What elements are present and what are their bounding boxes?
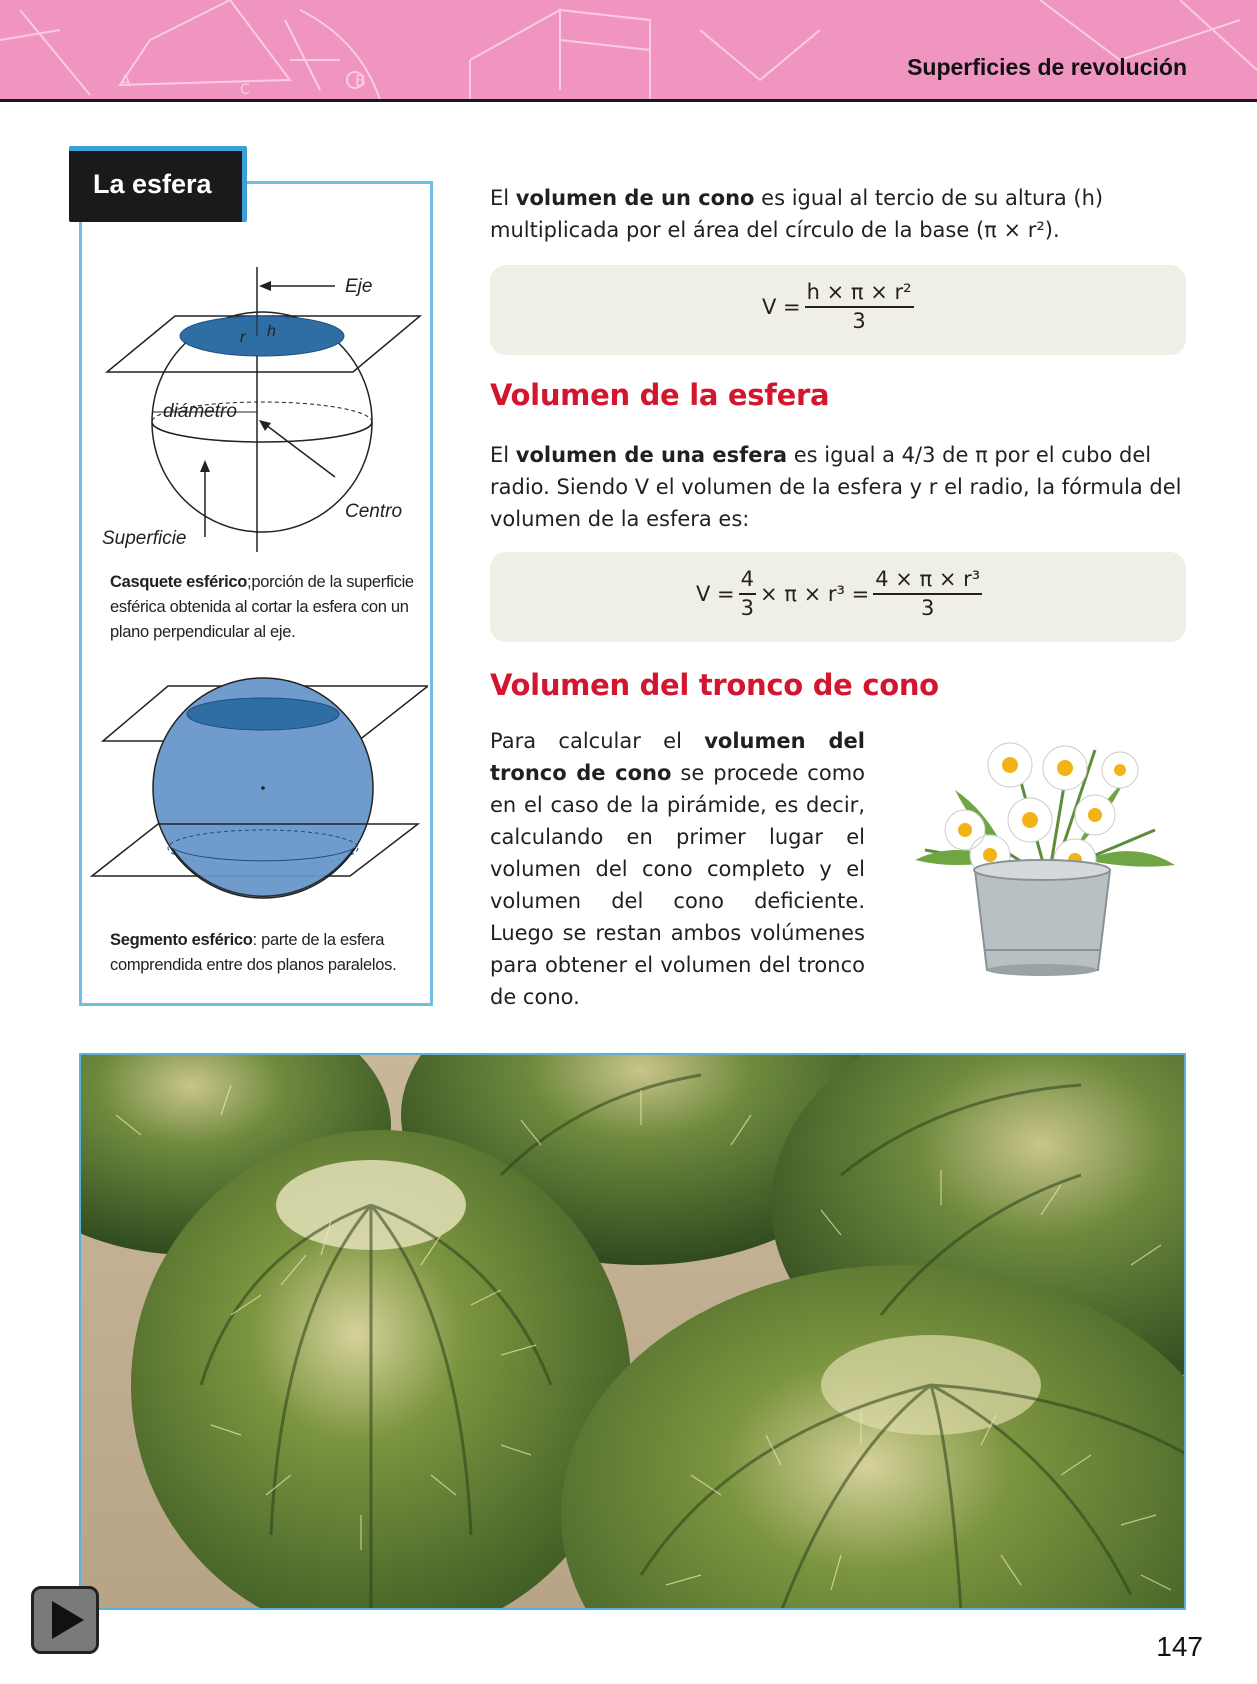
page-number: 147 <box>1156 1631 1203 1662</box>
cone-formula-numerator: h × π × r² <box>805 279 914 308</box>
sphere-intro-bold: volumen de una esfera <box>515 443 788 467</box>
cone-formula-box <box>490 265 1186 355</box>
segment-diagram <box>88 676 428 901</box>
sphere-formula-box <box>490 552 1186 642</box>
sphere-intro-post: es igual a 4/3 de π por el cubo del radio. Siendo V el volumen de la esfera y r el radio, la fórmula del volumen de la esfera es: <box>490 443 1182 531</box>
svg-text:A: A <box>120 71 131 90</box>
cone-formula <box>762 279 918 334</box>
play-icon <box>34 1589 96 1651</box>
sidebar-tab-label: La esfera <box>93 169 212 199</box>
caption-segmento <box>110 928 420 978</box>
sphere-intro-paragraph <box>490 439 1190 535</box>
cone-intro-paragraph <box>490 182 1190 246</box>
cone-formula-lhs: V = <box>762 294 801 319</box>
svg-text:B: B <box>355 71 366 90</box>
header-geometry-decoration <box>0 0 1257 102</box>
svg-text:C: C <box>240 82 250 98</box>
caption-casquete-text: ;porción de la superficie esférica obtenida al cortar la esfera con un plano perpendicular al eje. <box>110 573 414 641</box>
sphere-intro-pre: El <box>490 443 516 467</box>
cone-intro-pre: El <box>490 186 516 210</box>
cone-intro-post: es igual al tercio de su altura (h) multiplicada por el área del círculo de la base (π × r²). <box>490 186 1104 242</box>
header-title: Superficies de revolución <box>907 54 1187 80</box>
sphere-formula-lhs: V = <box>696 581 735 606</box>
sphere-formula-numerator: 4 × π × r³ <box>873 566 982 595</box>
frustum-text-bold: volumen del tronco de cono <box>490 729 865 785</box>
play-button[interactable] <box>31 1586 99 1654</box>
sphere-formula-small-denominator: 3 <box>740 596 755 620</box>
cactus-photo <box>79 1053 1186 1610</box>
frustum-text-post: se procede como en el caso de la pirámide, es decir, calculando en primer lugar el volumen del cono completo y el volumen del cono deficiente. Luego se restan ambos volúmenes para obtener el volumen del tronco de cono. <box>490 761 865 1009</box>
label-eje: Eje <box>345 276 373 297</box>
sphere-diagram <box>95 262 435 552</box>
header-rule <box>0 99 1257 102</box>
cactus-illustration <box>81 1055 1186 1610</box>
frustum-text-pre: Para calcular el <box>490 729 705 753</box>
daisy-bucket-image <box>895 720 1185 980</box>
cone-intro-bold: volumen de un cono <box>515 186 755 210</box>
caption-casquete <box>110 570 420 645</box>
caption-casquete-term: Casquete esférico <box>110 573 248 591</box>
cone-formula-fraction <box>805 279 914 334</box>
page-header <box>0 0 1257 102</box>
sphere-formula-mid: × π × r³ = <box>760 581 870 606</box>
label-superficie: Superficie <box>102 528 187 549</box>
frustum-paragraph <box>490 725 865 1013</box>
caption-segmento-text: : parte de la esfera comprendida entre dos planos paralelos. <box>110 931 397 974</box>
sphere-formula <box>696 566 986 621</box>
sphere-formula-fraction <box>873 566 982 621</box>
heading-volumen-esfera: Volumen de la esfera <box>490 378 830 412</box>
cone-formula-denominator: 3 <box>852 309 866 333</box>
sphere-formula-denominator: 3 <box>920 596 935 620</box>
sphere-formula-fraction-small <box>739 566 756 621</box>
caption-segmento-term: Segmento esférico <box>110 931 253 949</box>
heading-volumen-tronco: Volumen del tronco de cono <box>490 668 939 702</box>
sphere-formula-small-numerator: 4 <box>739 566 756 595</box>
label-diametro: diámetro <box>163 401 237 422</box>
label-h: h <box>267 323 276 340</box>
sidebar-tab <box>69 146 247 222</box>
label-r: r <box>240 329 246 346</box>
label-centro: Centro <box>345 501 403 522</box>
